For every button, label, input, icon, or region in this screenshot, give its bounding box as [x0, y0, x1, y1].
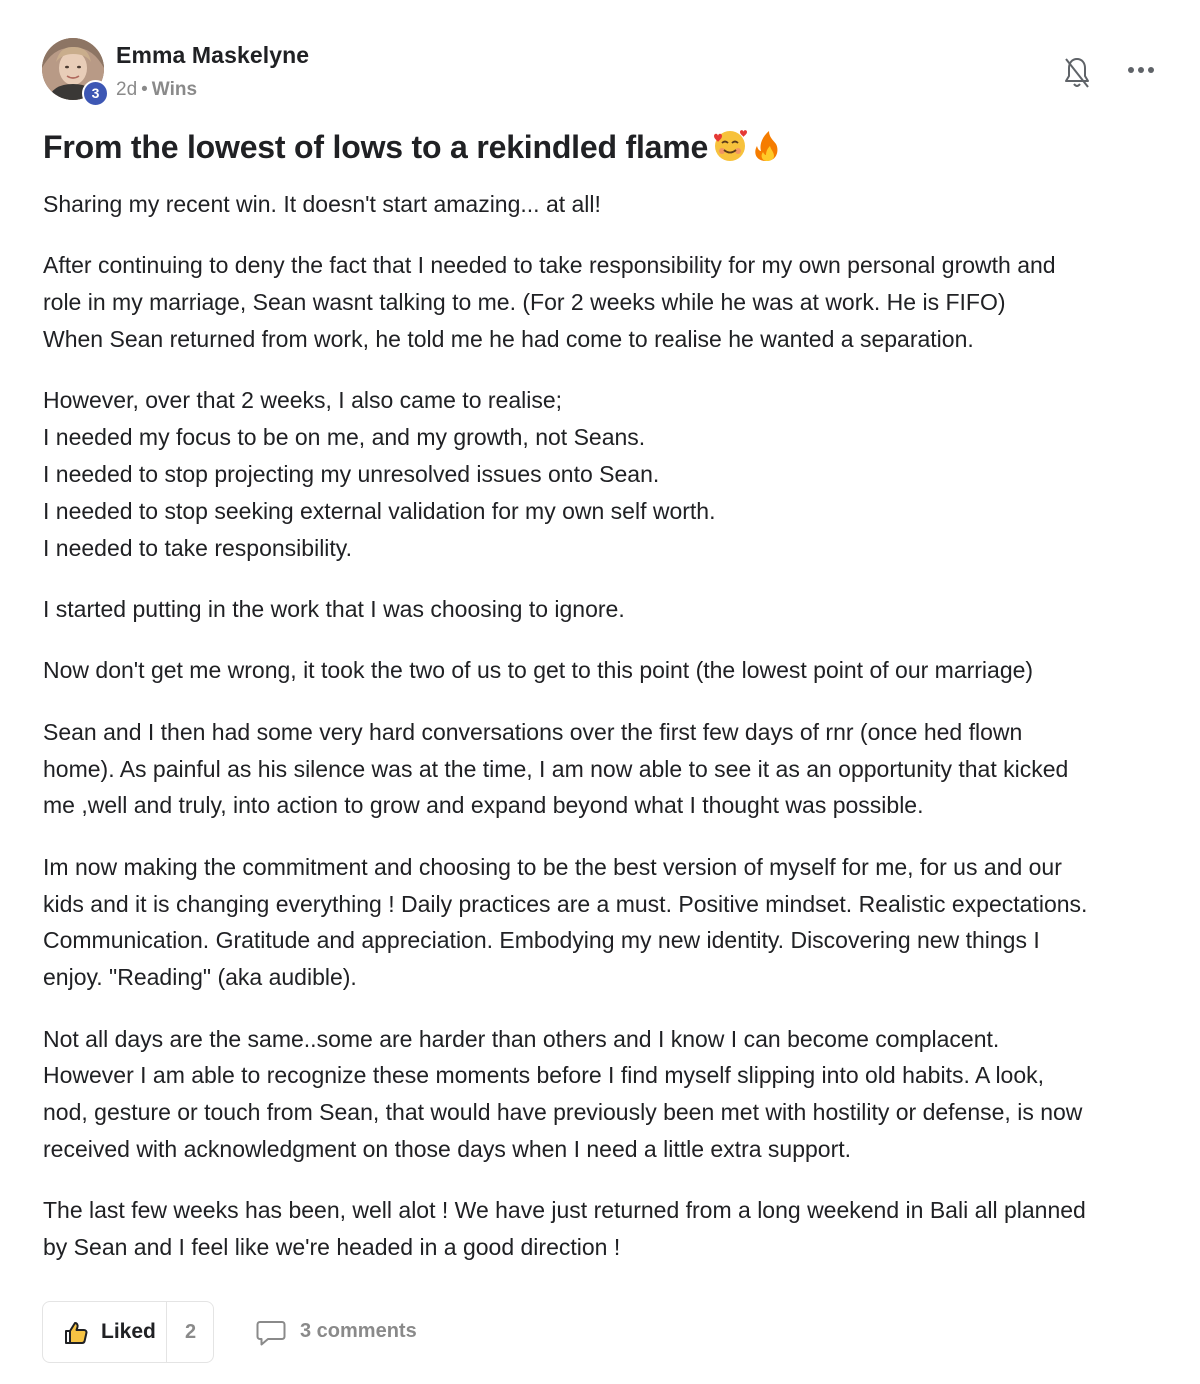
post-header [42, 38, 1158, 102]
body-line: I started putting in the work that I was choosing to ignore. [43, 595, 625, 622]
body-line: Not all days are the same..some are harder than others and I know I can become complacent. [43, 1025, 1000, 1052]
body-line: received with acknowledgment on those days when I need a little extra support. [43, 1135, 852, 1162]
comment-bubble-icon [256, 1319, 286, 1347]
post-actions [42, 1301, 642, 1363]
body-paragraph [43, 714, 1164, 824]
body-line: I needed to stop projecting my unresolved issues onto Sean. [43, 460, 660, 487]
body-line: enjoy. "Reading" (aka audible). [43, 964, 357, 991]
thumbs-up-icon [63, 1320, 89, 1346]
body-line: However, over that 2 weeks, I also came to realise; [43, 387, 563, 414]
comments-label: 3 comments [300, 1320, 417, 1342]
body-line: After continuing to deny the fact that I needed to take responsibility for my own personal growth and [43, 252, 1056, 279]
body-line: I needed to stop seeking external validation for my own self worth. [43, 497, 716, 524]
body-line: Now don't get me wrong, it took the two of us to get to this point (the lowest point of our marriage) [43, 657, 1034, 684]
like-divider [166, 1302, 167, 1362]
body-line: kids and it is changing everything ! Daily practices are a must. Positive mindset. Realistic expectations. [43, 890, 1088, 917]
author-name[interactable]: Emma Maskelyne [116, 42, 310, 68]
body-line: Communication. Gratitude and appreciation. Embodying my new identity. Discovering new things I [43, 927, 1040, 954]
body-line: nod, gesture or touch from Sean, that would have previously been met with hostility or defense, is now [43, 1099, 1083, 1126]
meta-separator: • [141, 79, 148, 100]
level-badge: 3 [82, 80, 109, 107]
comments-button[interactable] [256, 1301, 456, 1363]
body-paragraph [43, 652, 1164, 689]
body-line: Sharing my recent win. It doesn't start amazing... at all! [43, 191, 601, 217]
body-line: When Sean returned from work, he told me he had come to realise he wanted a separation. [43, 325, 974, 352]
post-time: 2d [116, 79, 138, 100]
body-paragraph [43, 1192, 1164, 1266]
body-paragraph [43, 591, 1164, 628]
body-line: me ,well and truly, into action to grow and expand beyond what I thought was possible. [43, 792, 924, 819]
smiling-hearts-fire-icon [712, 127, 784, 163]
post-title-text: From the lowest of lows to a rekindled flame [43, 129, 709, 165]
body-line: role in my marriage, Sean wasnt talking to me. (For 2 weeks while he was at work. He is FIFO) [43, 289, 1006, 316]
title-emoji [712, 127, 784, 173]
like-count[interactable]: 2 [185, 1321, 197, 1343]
body-line: home). As painful as his silence was at the time, I am now able to see it as an opportunity that kicked [43, 755, 1069, 782]
body-line: However I am able to recognize these moments before I find myself slipping into old habits. A look, [43, 1062, 1045, 1089]
like-label: Liked [101, 1320, 156, 1343]
like-button[interactable] [42, 1301, 214, 1363]
body-line: The last few weeks has been, well alot ! We have just returned from a long weekend in Bali all planned [43, 1197, 1086, 1224]
post-category[interactable]: Wins [151, 79, 198, 100]
body-paragraph [43, 186, 1164, 223]
body-paragraph [43, 849, 1164, 996]
body-paragraph [43, 1021, 1164, 1168]
post-meta [116, 79, 197, 101]
author-avatar[interactable] [42, 38, 104, 100]
body-line: by Sean and I feel like we're headed in a good direction ! [43, 1234, 621, 1261]
post-body [43, 186, 1164, 1290]
body-line: Sean and I then had some very hard conversations over the first few days of rnr (once hed flown [43, 718, 1023, 745]
body-line: I needed my focus to be on me, and my growth, not Seans. [43, 424, 646, 451]
post-title [43, 126, 1158, 173]
body-line: Im now making the commitment and choosing to be the best version of myself for me, for us and our [43, 853, 1062, 880]
body-paragraph [43, 247, 1164, 357]
more-options-icon[interactable] [1126, 60, 1156, 80]
body-paragraph [43, 382, 1164, 566]
body-line: I needed to take responsibility. [43, 534, 352, 561]
bell-off-icon[interactable] [1064, 56, 1090, 90]
